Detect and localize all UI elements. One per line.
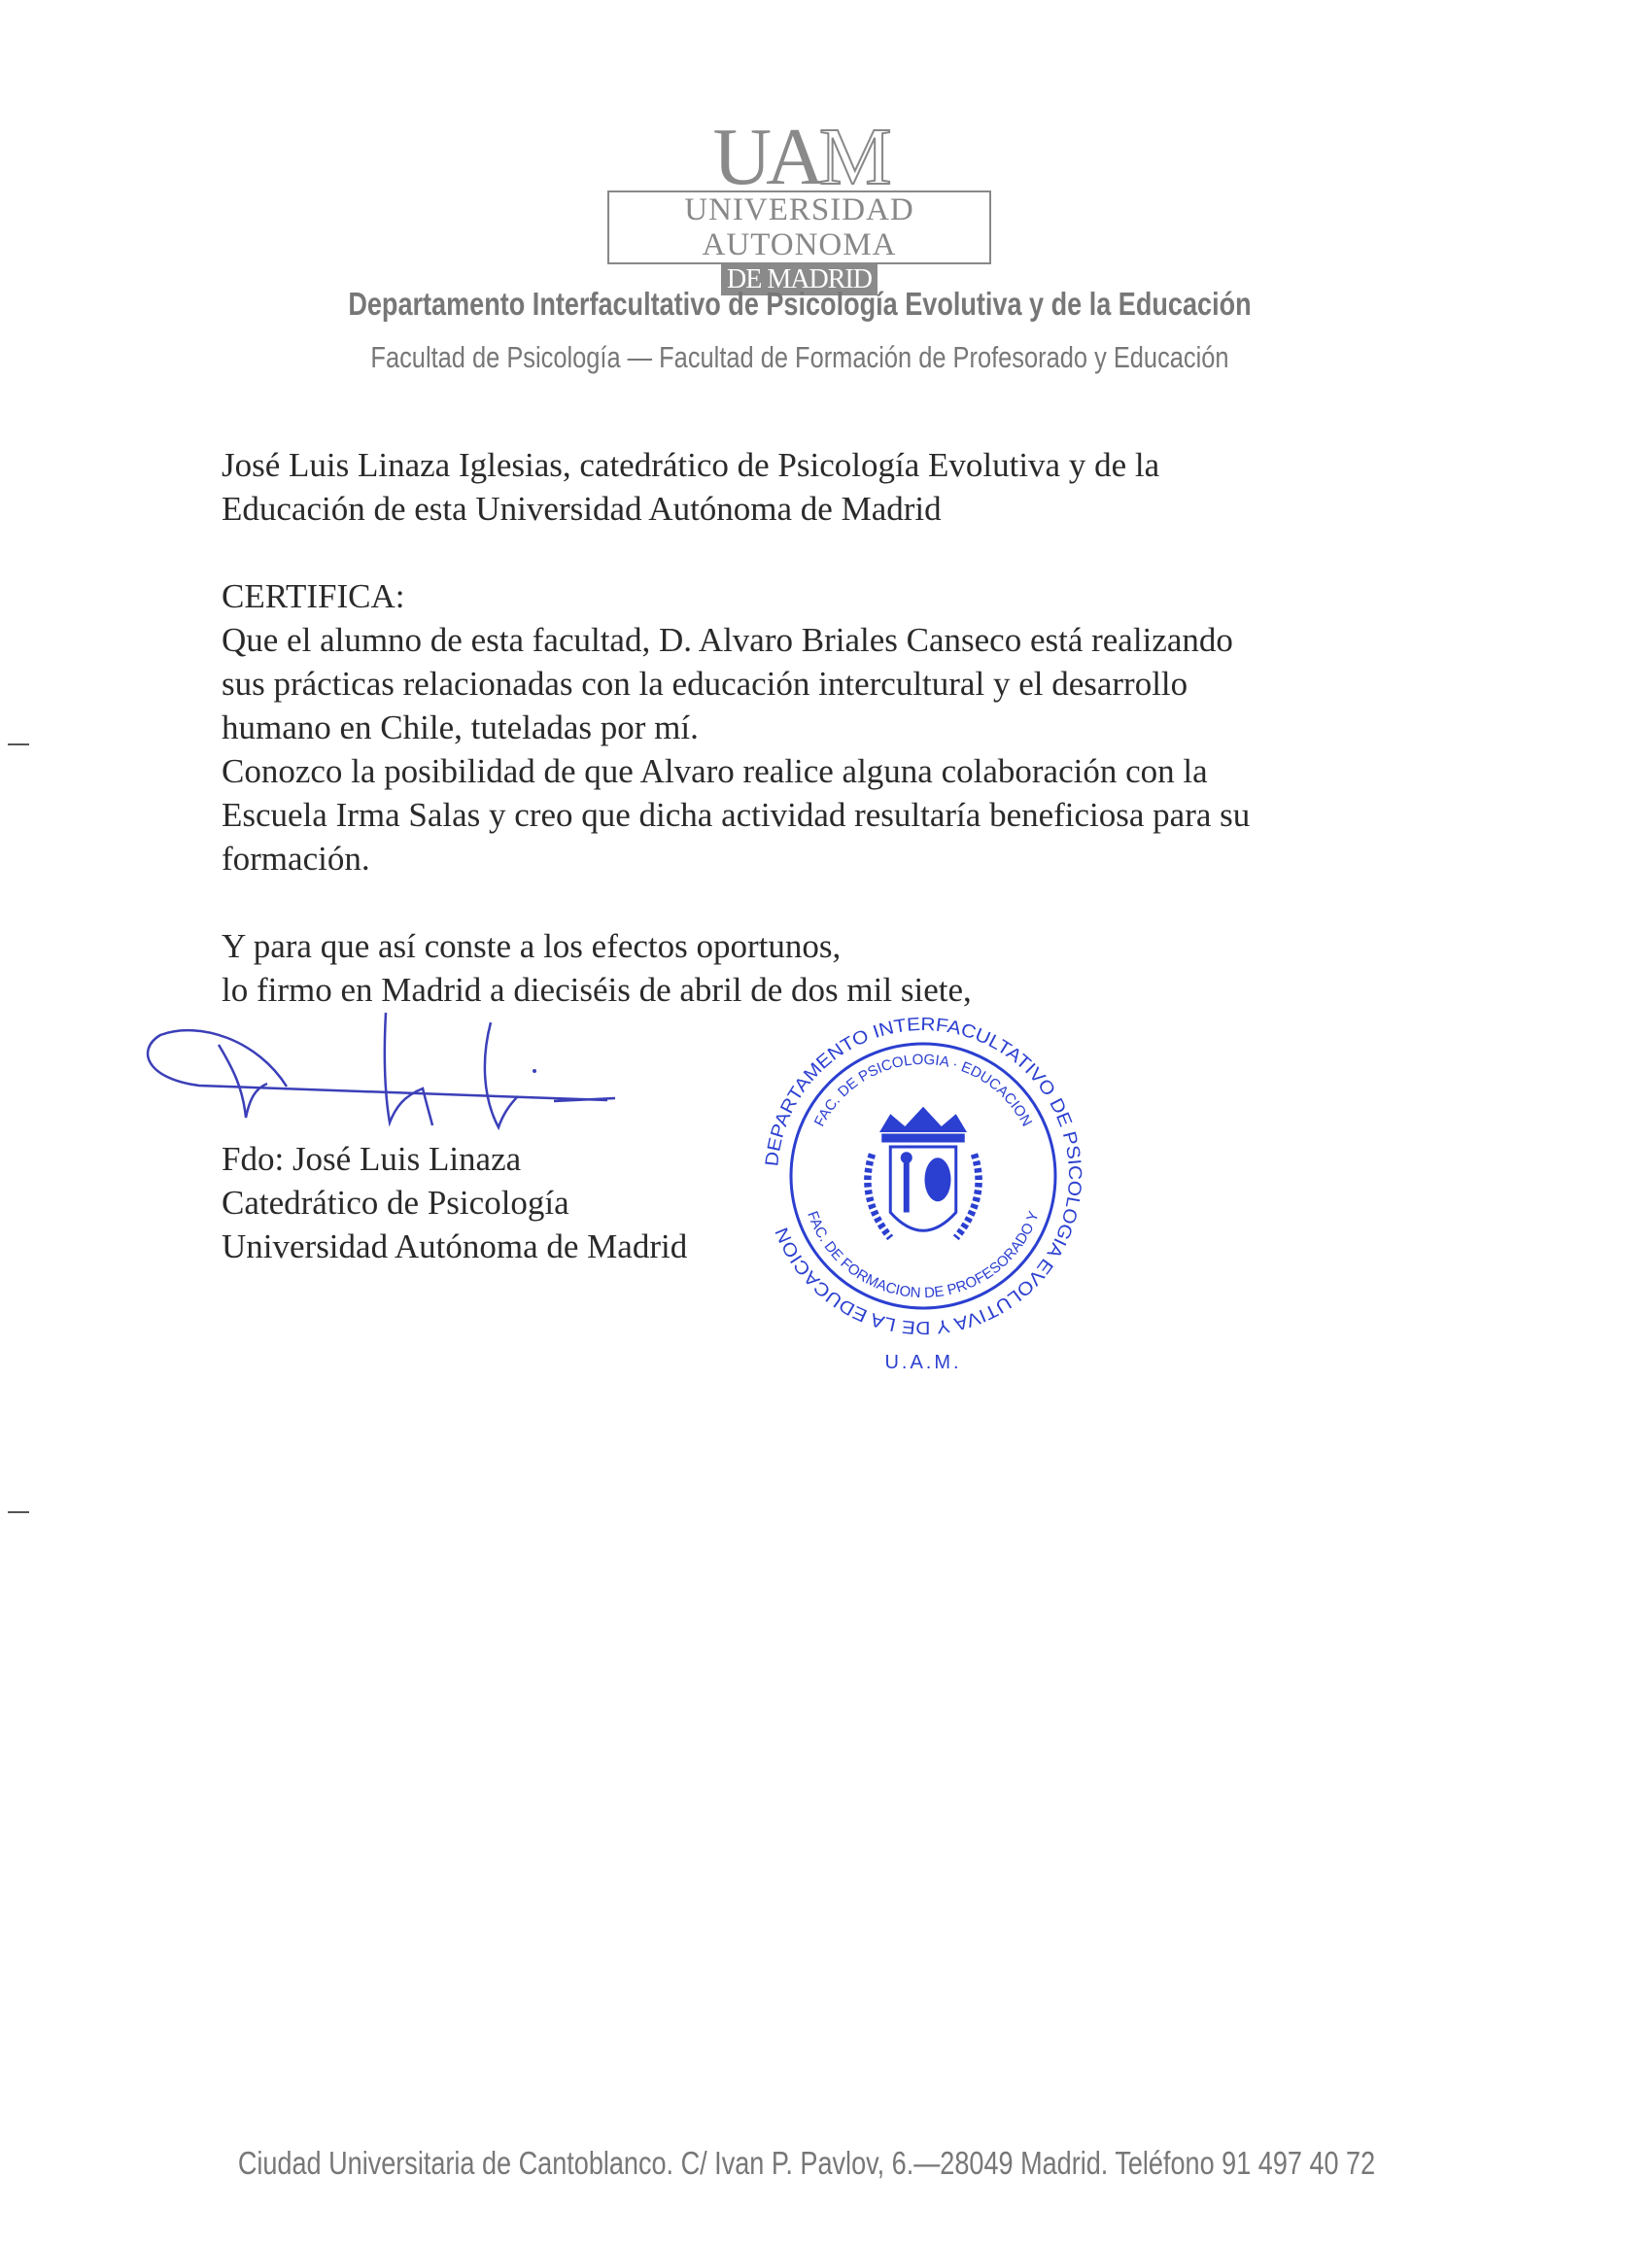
paragraph-line: Que el alumno de esta facultad, D. Alvaro Briales Canseco está realizando	[222, 621, 1233, 659]
university-logo	[607, 119, 991, 295]
signer-title: Catedrático de Psicología	[222, 1184, 569, 1222]
paragraph-line: sus prácticas relacionadas con la educación intercultural y el desarrollo	[222, 665, 1188, 703]
stamp-outer-text: DEPARTAMENTO INTERFACULTATIVO DE PSICOLOGIA EVOLUTIVA Y DE LA EDUCACION	[762, 1014, 1085, 1338]
intro-line: José Luis Linaza Iglesias, catedrático de Psicología Evolutiva y de la	[222, 446, 1160, 484]
signer-institution: Universidad Autónoma de Madrid	[222, 1227, 688, 1265]
scan-mark	[8, 1511, 29, 1513]
logo-university: UNIVERSIDAD AUTONOMA	[607, 190, 991, 264]
department-heading: Departamento Interfacultativo de Psicología Evolutiva y de la Educación	[348, 286, 1252, 322]
closing-line: lo firmo en Madrid a dieciséis de abril de dos mil siete,	[222, 971, 972, 1009]
paragraph-line: Escuela Irma Salas y creo que dicha actividad resultaría beneficiosa para su	[222, 796, 1251, 834]
intro-line: Educación de esta Universidad Autónoma de Madrid	[222, 490, 942, 528]
signer-name: Fdo: José Luis Linaza	[222, 1140, 522, 1178]
stamp-inner-top: FAC. DE PSICOLOGIA · EDUCACION	[810, 1051, 1036, 1129]
paragraph-line: humano en Chile, tuteladas por mí.	[222, 708, 699, 746]
crown-icon	[879, 1107, 967, 1132]
logo-monogram: UAM	[712, 119, 886, 187]
closing-line: Y para que así conste a los efectos oportunos,	[222, 927, 842, 965]
paragraph-line: Conozco la posibilidad de que Alvaro realice alguna colaboración con la	[222, 752, 1208, 790]
certifica-heading: CERTIFICA:	[222, 577, 405, 615]
paragraph-line: formación.	[222, 840, 370, 878]
scan-mark	[8, 743, 29, 745]
footer-address: Ciudad Universitaria de Cantoblanco. C/ Ivan P. Pavlov, 6.—28049 Madrid. Teléfono 91 497 40 72	[237, 2145, 1376, 2181]
stamp-bottom-text: U.A.M.	[884, 1352, 962, 1373]
faculties-heading: Facultad de Psicología — Facultad de Formación de Profesorado y Educación	[370, 340, 1229, 374]
signature-block	[222, 1137, 687, 1268]
coat-of-arms-icon	[868, 1107, 979, 1238]
laurel-icon	[868, 1155, 979, 1238]
logo-city: DE MADRID	[721, 264, 878, 295]
letter-body	[222, 443, 1436, 1012]
stamp-inner-bottom: FAC. DE FORMACION DE PROFESORADO Y	[804, 1209, 1043, 1302]
handwritten-signature	[141, 1011, 627, 1147]
official-stamp	[748, 1001, 1098, 1380]
